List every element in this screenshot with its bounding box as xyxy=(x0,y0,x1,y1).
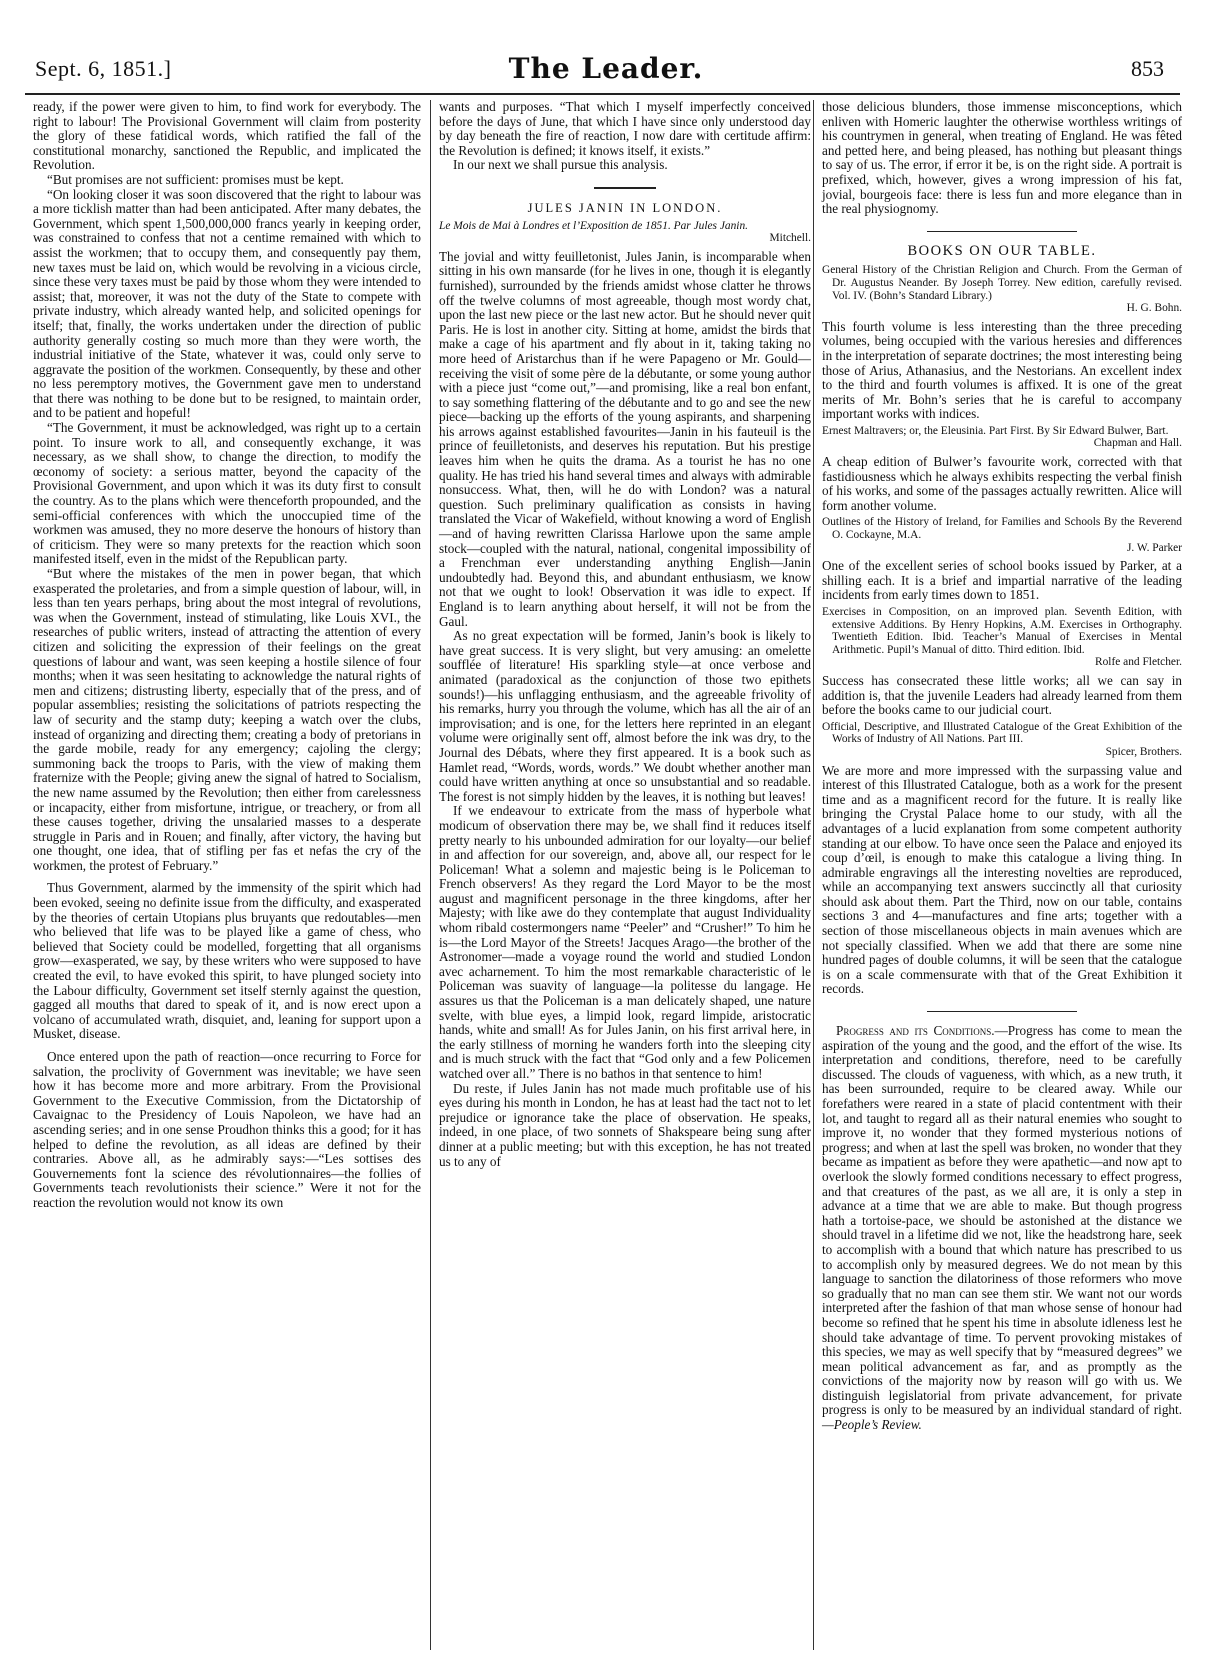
column-right xyxy=(813,100,1182,1650)
book-entry xyxy=(822,606,1182,718)
masthead-rule xyxy=(25,93,1180,95)
book-entry xyxy=(822,425,1182,514)
book-reference xyxy=(822,516,1182,554)
book-publisher: Spicer, Brothers. xyxy=(1105,745,1182,758)
paragraph: As no great expectation will be formed, Janin’s book is likely to have great success. It is very slight, but very amusing: an omelette soufflée of literature! His sparkling style—at once verbose and animated (paradoxical as the conjunction of those two epithets sounds!)—his unflagging enthusiasm, and the agreeable frivolity of his remarks, hurry you through the volume, which has all the air of an improvisation; and is one, for the letters here reprinted in an elegant volume were originally sent off, almost before the ink was dry, to the Journal des Débats, where they first appeared. It is a book such as Hamlet read, “Words, words, words.” We doubt whether another man could have written anything at once so unsubstantial and so readable. The forest is not simply hidden by the leaves, it is nothing but leaves! xyxy=(439,628,811,804)
book-entry xyxy=(822,516,1182,603)
book-publisher: Mitchell. xyxy=(769,232,811,245)
paragraph: If we endeavour to extricate from the mass of hyperbole what modicum of observation there may be, we shall find it reduces itself pretty nearly to his unbounded admiration for our loyalty—our belief in and affection for our sovereign, and, above all, our respect for le Policeman! What a solemn and majestic being is le Policeman to French observers! As they regard the Lord Mayor to be the most august and magnificent personage in the three kingdoms, after her Majesty; with like awe do they contemplate that august Individuality whom ribald costermongers name “Peeler” and “Crusher!” To him he is—the Lord Mayor of the Streets! Jacques Arago—the brother of the Astronomer—made a voyage round the world and studied London avec acharnement. To him the most remarkable characteristic of le Policeman was suavity of language—la politesse du langage. He assures us that the Policeman is a man delicately shaped, une nature svelte, with blue eyes, a limpid look, regard limpide, aristocratic hands, white and small! As for Jules Janin, on his first arrival here, in the early stillness of morning he wanders forth into the sleeping city and is much struck with the fact that “God only and a few Policemen watched over all.” There is no bathos in that sentence to him! xyxy=(439,803,811,1081)
book-reference xyxy=(822,425,1182,450)
book-review: This fourth volume is less interesting than the three preceding volumes, being occupied with the various heresies and differences in the interpretation of separate doctrines; the most interesting being those of Arius, Athanasius, and the Nestorians. An excellent index to the third and fourth volumes is affixed. It is one of the great merits of Mr. Bohn’s series that he is careful to accompany important works with indices. xyxy=(822,318,1182,422)
paragraph: ready, if the power were given to him, to find work for everybody. The right to labour! The Provisional Government will claim from posterity the glory of these fatidical words, which ratified the fall of the constitutional monarchy, sanctioned the Republic, and implicated the Revolution. xyxy=(33,99,421,173)
column-middle xyxy=(430,100,811,1650)
paragraph: The jovial and witty feuilletonist, Jules Janin, is incomparable when sitting in his own mansarde (for he lives in one, though it is elegantly furnished), surrounded by the friends amidst whose clatter he throws off the twelve columns of most agreeable, though most wordy chat, upon the last new piece or the last new actor. But he should never quit Paris. He is lost in another city. Sitting at home, amidst the birds that make a cage of his apartment and fly about in it, taking taking no more heed of Aristarchus than if he were Papageno or Mr. Gould—receiving the visit of some père de la débutante, or some young author with a piece just “come out,”—and promising, like a real bon enfant, to say something flattering of the débutante and to go and see the new piece—backing up the efforts of the young aspirants, and sharpening his arrows against established favourites—Janin in his fauteuil is the prince of feuilletonists, and deserves his reputation. But his prestige leaves him when he quits the drama. As a tourist he has no one quality. He has tried his hand several times and always with admirable nonsuccess. What, then, will he do with London? was a natural question. Such preliminary qualification as consists in having translated the Vicar of Wakefield, without knowing a word of English—and of having rewritten Clarissa Harlowe upon the same ample stock—coupled with the natural, national, congenital impossibility of a Frenchman ever understanding anything English—Janin undoubtedly had. Beyond this, and abundant enthusiasm, we know not that we ought to look! Observation it was idle to expect. If England is to learn anything about herself, it will not be from the Gaul. xyxy=(439,248,811,629)
paragraph: Thus Government, alarmed by the immensity of the spirit which had been evoked, seeing no definite issue from the difficulty, and exasperated by the theories of certain Utopians plus bruyants que redoutables—men who believed that life was to be played like a game of chess, who believed that Society could be modelled, forgetting that all organisms grow—exasperated, we say, by these writers who were supposed to have created the evil, to have evoked this spirit, to have plunged society into the Labour difficulty, Government set itself sternly against the question, gagged all mouths that dared to speak of it, and is now erect upon a volcano of accumulated wrath, disquiet, and, leaning for support upon a Musket, disease. xyxy=(33,880,421,1042)
paragraph: In our next we shall pursue this analysis. xyxy=(453,157,668,173)
book-reference xyxy=(822,721,1182,759)
book-title: Le Mois de Mai à Londres et l’Exposition de 1851. Par Jules Janin. xyxy=(439,219,748,232)
book-entry xyxy=(822,721,1182,997)
paragraph: “But promises are not sufficient: promises must be kept. xyxy=(47,171,344,187)
section-divider xyxy=(927,231,1077,232)
section-heading: JULES JANIN IN LONDON. xyxy=(527,200,723,215)
section-divider xyxy=(927,1011,1077,1012)
article-source: —People’s Review. xyxy=(822,1417,922,1433)
section-divider xyxy=(594,187,656,189)
book-title: Ernest Maltravers; or, the Eleusinia. Part First. By Sir Edward Bulwer, Bart. xyxy=(822,424,1169,437)
book-review: One of the excellent series of school books issued by Parker, at a shilling each. It is a brief and impartial narrative of the leading incidents from early times down to 1851. xyxy=(822,558,1182,603)
book-publisher: Chapman and Hall. xyxy=(1093,437,1182,450)
paragraph: those delicious blunders, those immense misconceptions, which enliven with Homeric laughter the otherwise worthless writings of his countrymen in general, when treating of England. He was fêted and petted here, and being pleased, has nothing but pleasant things to say of us. The error, if error it be, is on the right side. A portrait is prefixed, which, however, gives a wrong impression of his fat, jovial, bourgeois face: there is less fun and more elegance than in the real physiognomy. xyxy=(822,99,1182,217)
issue-date: Sept. 6, 1851.] xyxy=(35,56,172,81)
book-review: A cheap edition of Bulwer’s favourite work, corrected with that fastidiousness which he always exhibits respecting the verbal finish of his works, and some of the passages actually rewritten. Alice will form another volume. xyxy=(822,454,1182,513)
book-reference xyxy=(822,264,1182,314)
article-lead: Progress and its Conditions. xyxy=(836,1023,995,1039)
book-title: General History of the Christian Religion and Church. From the German of Dr. Augustus Neander. By Joseph Torrey. New edition, carefully revised. Vol. IV. (Bohn’s Standard Library.) xyxy=(822,264,1182,302)
book-reference xyxy=(439,220,811,245)
book-publisher: H. G. Bohn. xyxy=(1126,302,1182,315)
paragraph: Du reste, if Jules Janin has not made much profitable use of his eyes during his month in London, he has at least had the tact not to let prejudice or ignorance take the place of observation. He speaks, indeed, in one place, of two sonnets of Shakspeare being sung after dinner at a public meeting; but with this exception, he has not treated us to any of xyxy=(439,1080,811,1169)
column-left xyxy=(33,100,421,1211)
book-reference xyxy=(822,606,1182,669)
book-publisher: J. W. Parker xyxy=(1126,541,1182,554)
newspaper-title: The Leader. xyxy=(508,52,704,85)
book-title: Outlines of the History of Ireland, for Families and Schools By the Reverend O. Cockayne, M.A. xyxy=(822,516,1182,542)
book-publisher: Rolfe and Fletcher. xyxy=(1095,656,1182,669)
book-title: Exercises in Composition, on an improved plan. Seventh Edition, with extensive Additions. By Henry Hopkins, A.M. Exercises in Orthography. Twentieth Edition. Ibid. Teacher’s Manual of Exercises in Mental Arithmetic. Pupil’s Manual of ditto. Third edition. Ibid. xyxy=(822,606,1182,656)
section-heading: BOOKS ON OUR TABLE. xyxy=(907,242,1097,259)
paragraph: “The Government, it must be acknowledged, was right up to a certain point. To insure work to all, and consequently exchange, it was necessary, as we shall show, to change the direction, to modify the œconomy of society: a serious matter, beyond the capacity of the Provisional Government, and upon which it was its duty first to consult the country. As to the plans which were thenceforth propounded, and the semi-official conferences with which the unoccupied time of the workmen was amused, they no more deserve the honours of history than of criticism. They were so many pretexts for the reaction which soon manifested itself, even in the midst of the Republican party. xyxy=(33,420,421,567)
book-review: We are more and more impressed with the surpassing value and interest of this Illustrated Catalogue, both as a work for the present time and as a magnificent record for the future. It is really like bringing the Crystal Palace home to our study, with all the advantages of a lucid explanation from some competent authority standing at our elbow. To have once seen the Palace and enjoyed its coup d’œil, is enough to make this catalogue a living thing. In admirable engravings all the interesting novelties are reproduced, while an accompanying text answers succinctly all that curiosity should ask about them. Part the Third, now on our table, contains sections 3 and 4—manufactures and fine arts; together with a section of those miscellaneous objects in main avenues which are not specially classified. When we add that there are some nine hundred pages of double columns, it will be seen that the catalogue is on a scale commensurate with that of the Great Exhibition it records. xyxy=(822,762,1182,997)
paragraph: wants and purposes. “That which I myself imperfectly conceived before the days of June, that which I have since only understood day by day beneath the fire of reaction, I now dare with certitude affirm: the Revolution is defined; it knows itself, it exists.” xyxy=(439,99,811,158)
paragraph: “But where the mistakes of the men in power began, that which exasperated the proletaries, and from a simple question of labour, will, in less than ten years perhaps, bring about the most integral of revolutions, was when the Government, instead of stimulating, like Louis XVI., the researches of public writers, instead of attracting the attention of every citizen and soliciting the expression of their feelings on the great questions of labour and want, was seen keeping a hostile silence of four months; when it was seen hesitating to acknowledge the natural rights of men and citizens; distrusting liberty, especially that of the press, and of popular assemblies; resisting the solicitations of patriots respecting the law of security and the stamp duty; keeping a watch over the clubs, instead of organizing and directing them; creating a body of pretorians in the garde mobile, ready for any emergency; cajoling the clergy; summoning back the troops to Paris, with the view of making them fraternize with the People; giving anew the signal of hatred to Socialism, the new name assumed by the Revolution; then either from carelessness or incapacity, either from misfortune, intrigue, or treachery, or from all these causes together, driving the unsalaried masses to a desperate struggle in Paris and in Rouen; and finally, after victory, the having but one thought, one idea, that of stifling per fas et nefas the cry of the workmen, the protest of February.” xyxy=(33,566,421,873)
book-entry xyxy=(822,264,1182,422)
article-body: —Progress has come to mean the aspiration of the young and the good, and the effort of the wise. Its interpretation and conditions, therefore, need to be carefully discussed. The clouds of vagueness, with which, as a new truth, it has been surrounded, require to be cleared away. While our forefathers were reared in a state of placid contentment with their lot, and taught to regard all as their natural enemies who sought to improve it, no wonder that they formed mysterious notions of progress; and when at last the spell was broken, no wonder that they became as impatient as before they were apathetic—and now apt to overlook the slowly formed conditions necessary to effect progress, and that creatures of the past, as we all are, it is only a step in advance at a time that we are able to make. But though progress hath a tortoise-pace, we should be astonished at the distance we should travel in a lifetime did we not, like the headstrong hare, seek to accomplish with a bound that which nature has prescribed to us to accomplish only by measured degrees. We do not mean by this language to sanction the dilatoriness of those reformers who move so gradually that no man can see them stir. We want not our words interpreted after the fashion of that man whose sense of honour had become so refined that he spent his time in absolute idleness lest he should take advantage of time. To pervent provoking mistakes of this species, we may as well specify that by “measured degrees” we mean political advancement as far, and as promptly as the convictions of the majority now by reason will go with us. We distinguish legislatorial from private advancement, for private progress is only to be measured by an individual standard of right. xyxy=(822,1023,1183,1418)
page-number: 853 xyxy=(1131,56,1164,81)
book-title: Official, Descriptive, and Illustrated Catalogue of the Great Exhibition of the Works of Industry of All Nations. Part III. xyxy=(822,720,1182,746)
masthead xyxy=(0,0,1212,100)
book-review: Success has consecrated these little works; all we can say in addition is, that the juvenile Leaders had already learned from them before the books came to our judicial court. xyxy=(822,672,1182,718)
paragraph: Once entered upon the path of reaction—once recurring to Force for salvation, the proclivity of Government was inevitable; we have seen how it has become more and more arbitrary. From the Provisional Government to the Executive Commission, from the Dictatorship of Cavaignac to the Presidency of Louis Napoleon, we have had an ascending series; and in one sense Proudhon thinks this a good; for it has helped to define the revolution, as all ideas are defined by their contraries. Above all, as he admirably says:—“Les sottises des Gouvernements font la science des révolutionnaires—the follies of Governments teach revolutionists their science.” Were it not for the reaction the revolution would not know its own xyxy=(33,1049,421,1210)
closing-article xyxy=(822,1024,1182,1433)
paragraph: “On looking closer it was soon discovered that the right to labour was a more ticklish matter than had been anticipated. After many debates, the Government, which spent 1,500,000,000 francs yearly in keeping order, was constrained to confess that not a centime remained with which to assist the workmen; that to occupy them, and consequently pay them, new taxes must be laid on, which would be revolving in a vicious circle, since these very taxes must be paid by those whom they were intended to assist; that, moreover, it was not the duty of the State to compete with private industry, which already wanted help, and solicited openings for itself; that, finally, the works undertaken under the direction of public authority generally costing so much more than they were worth, the industrial initiative of the State, whatever it was, could only serve to aggravate the position of the workmen. Consequently, by these and other no less peremptory motives, the Government gave men to understand that there was nothing to be done but to be resigned, to maintain order, and to be patient and hopeful! xyxy=(33,186,421,421)
